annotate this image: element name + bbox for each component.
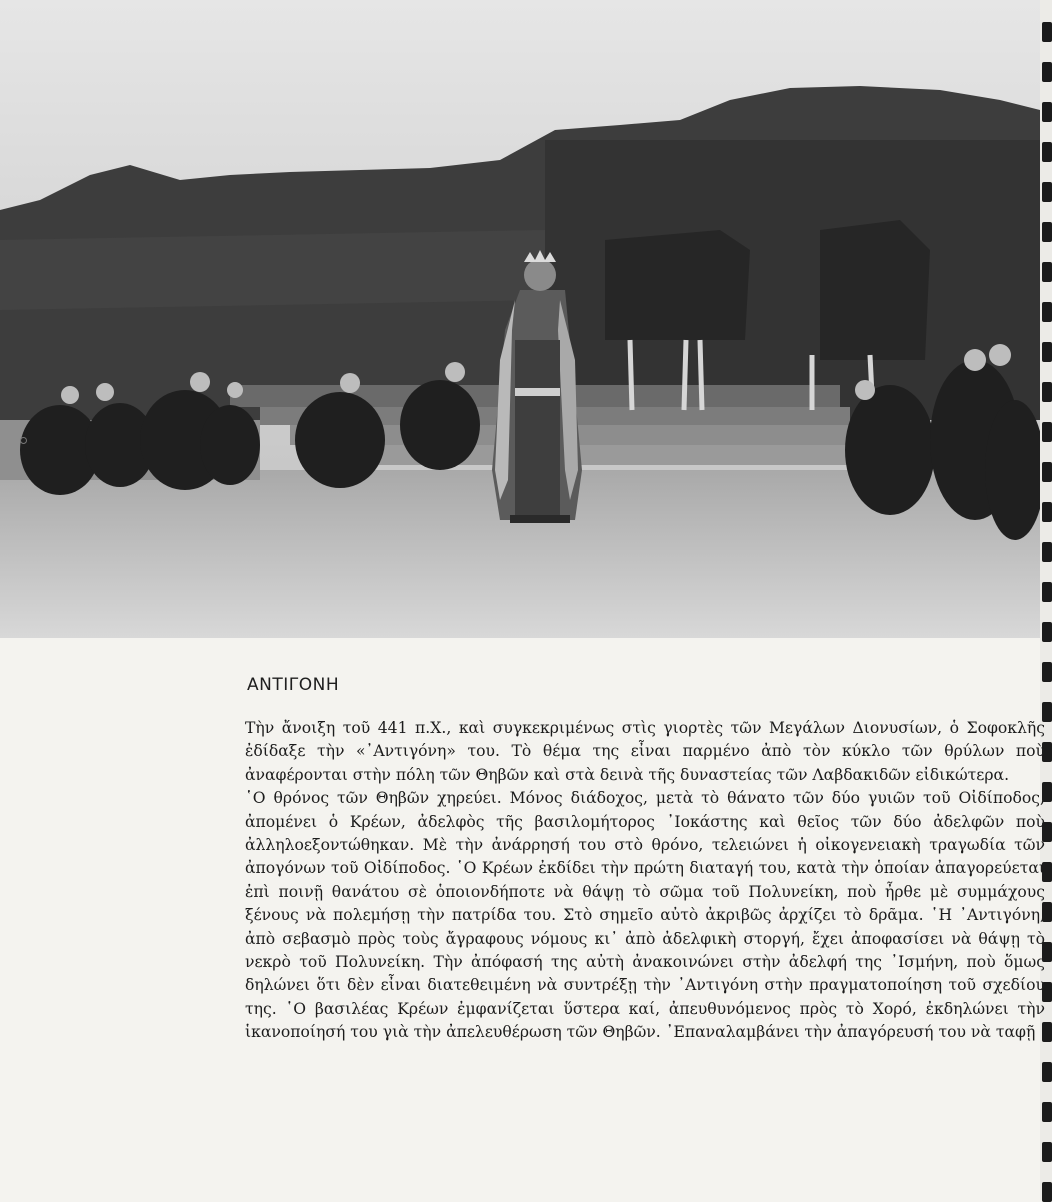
binding-ring <box>1042 542 1052 562</box>
binding-ring <box>1042 462 1052 482</box>
binding-ring <box>1042 382 1052 402</box>
binding-ring <box>1042 1102 1052 1122</box>
binding-ring <box>1042 102 1052 122</box>
paragraph-1: Τὴν ἄνοιξη τοῦ 441 π.Χ., καὶ συγκεκριμένως στὶς γιορτὲς τῶν Μεγάλων Διονυσίων, ὁ Σοφοκλῆς ἐδίδαξε τὴν «᾽Αντιγόνη» του. Τὸ θέμα της εἶναι παρμένο ἀπὸ τὸν κύκλο τῶν θρύλων ποὺ ἀναφέρονται στὴν πόλη τῶν Θηβῶν καὶ στὰ δεινὰ τῆς δυναστείας τῶν Λαβδακιδῶν εἰδικώτερα. <box>245 719 1045 784</box>
binding-ring <box>1042 222 1052 242</box>
margin-mark <box>20 437 27 444</box>
binding-ring <box>1042 302 1052 322</box>
binding-ring <box>1042 142 1052 162</box>
paragraph-2: ῾Ο θρόνος τῶν Θηβῶν χηρεύει. Μόνος διάδοχος, μετὰ τὸ θάνατο τῶν δύο γυιῶν τοῦ Οἰδίποδος, ἀπομένει ὁ Κρέων, ἀδελφὸς τῆς βασιλομήτορος ᾽Ιοκάστης καὶ θεῖος τῶν δύο ἀδελφῶν ποὺ ἀλληλοεξοντώθηκαν. Μὲ τὴν ἀνάρρησή του στὸ θρόνο, τελειώνει ἡ οἰκογενειακὴ τραγωδία τῶν ἀπογόνων τοῦ Οἰδίποδος. ῾Ο Κρέων ἐκδίδει τὴν πρώτη διαταγή του, κατὰ τὴν ὁποίαν ἀπαγορεύεται ἐπὶ ποινῇ θανάτου σὲ ὁποιονδήποτε νὰ θάψῃ τὸ σῶμα τοῦ Πολυνείκη, ποὺ ἦρθε μὲ συμμάχους ξένους νὰ πολεμήσῃ τὴν πατρίδα του. Στὸ σημεῖο αὐτὸ ἀκριβῶς ἀρχίζει τὸ δρᾶμα. ῾Η ᾽Αντιγόνη, ἀπὸ σεβασμὸ πρὸς τοὺς ἄγραφους νόμους κι᾽ ἀπὸ ἀδελφικὴ στοργή, ἔχει ἀποφασίσει νὰ θάψῃ τὸ νεκρὸ τοῦ Πολυνείκη. Τὴν ἀπόφασή της αὐτὴ ἀνακοινώνει στὴν ἀδελφή της ᾽Ισμήνη, ποὺ ὅμως δηλώνει ὅτι δὲν εἶναι διατεθειμένη νὰ συντρέξῃ τὴν ᾽Αντιγόνη στὴν πραγματοποίηση τοῦ σχεδίου της. ῾Ο βασιλέας Κρέων ἐμφανίζεται ὕστερα καί, ἀπευθυνόμενος πρὸς τὸ Χορό, ἐκδηλώνει τὴν ἱκανοποίησή του γιὰ τὴν ἀπελευθέρωση τῶν Θηβῶν. ᾽Επαναλαμβάνει τὴν ἀπαγόρευσή του νὰ ταφῇ <box>245 789 1045 1042</box>
binding-ring <box>1042 182 1052 202</box>
binding-ring <box>1042 662 1052 682</box>
binding-ring <box>1042 1062 1052 1082</box>
binding-ring <box>1042 262 1052 282</box>
binding-ring <box>1042 502 1052 522</box>
binding-ring <box>1042 342 1052 362</box>
binding-ring <box>1042 62 1052 82</box>
section-title: ΑΝΤΙΓΟΝΗ <box>247 675 340 695</box>
binding-ring <box>1042 22 1052 42</box>
binding-ring <box>1042 582 1052 602</box>
body-text <box>245 717 1045 1045</box>
binding-ring <box>1042 622 1052 642</box>
binding-ring <box>1042 1142 1052 1162</box>
binding-ring <box>1042 422 1052 442</box>
binding-ring <box>1042 1182 1052 1202</box>
